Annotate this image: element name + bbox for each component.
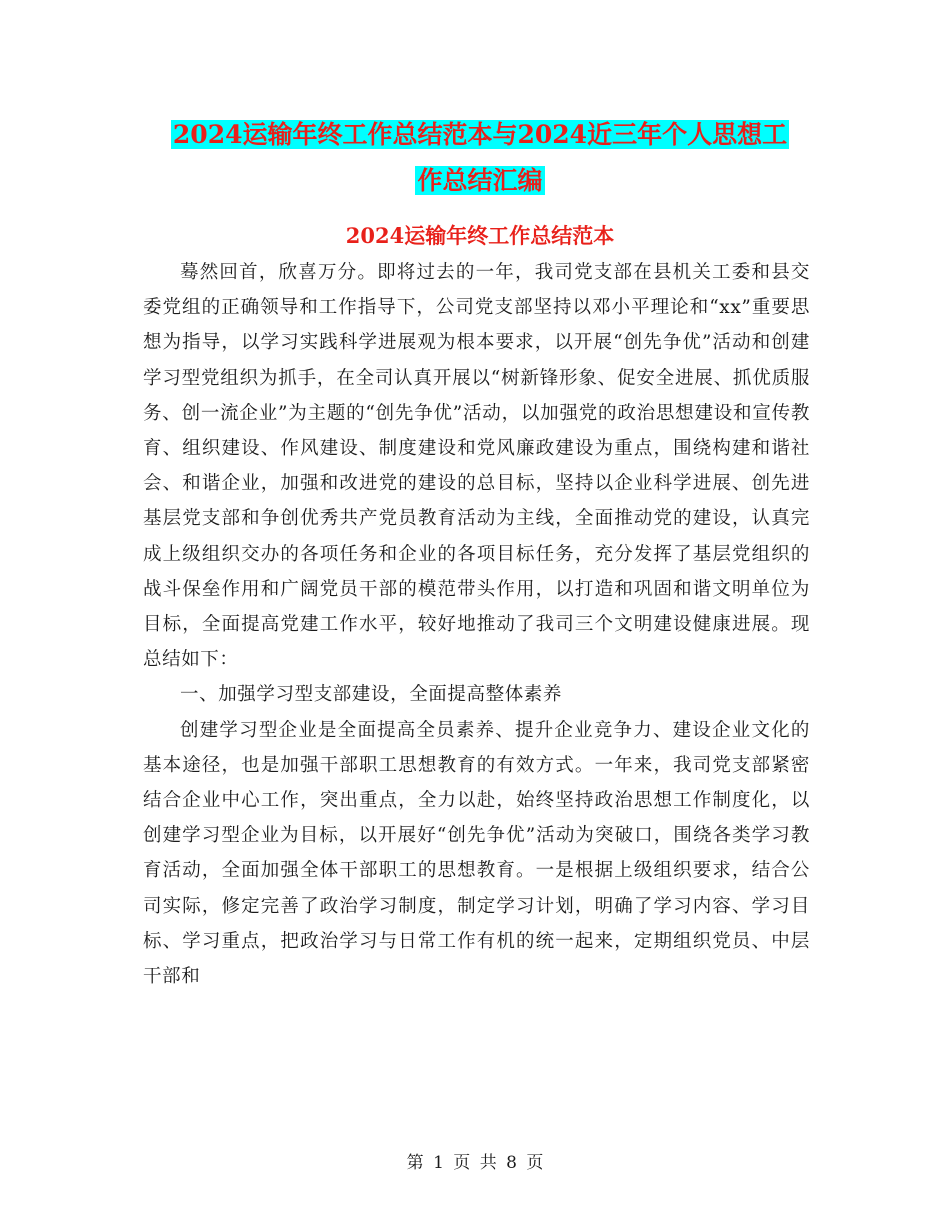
document-title — [140, 112, 820, 204]
section-title: 2024运输年终工作总结范本 — [345, 223, 615, 248]
document-body — [143, 255, 810, 994]
paragraph-heading-1: 一、加强学习型支部建设，全面提高整体素养 — [180, 684, 563, 706]
document-title-line-1: 2024运输年终工作总结范本与2024近三年个人思想工 — [172, 120, 788, 149]
paragraph-intro: 蓦然回首，欣喜万分。即将过去的一年，我司党支部在县机关工委和县交委党组的正确领导和工作指导下，公司党支部坚持以邓小平理论和“xx”重要思想为指导，以学习实践科学进展观为根本要求，以开展“创先争优”活动和创建学习型党组织为抓手，在全司认真开展以“树新锋形象、促安全进展、抓优质服务、创一流企业”为主题的“创先争优”活动，以加强党的政治思想建设和宣传教育、组织建设、作风建设、制度建设和党风廉政建设为重点，围绕构建和谐社会、和谐企业，加强和改进党的建设的总目标，坚持以企业科学进展、创先进基层党支部和争创优秀共产党员教育活动为主线，全面推动党的建设，认真完成上级组织交办的各项任务和企业的各项目标任务，充分发挥了基层党组织的战斗保垒作用和广阔党员干部的模范带头作用，以打造和巩固和谐文明单位为目标，全面提高党建工作水平，较好地推动了我司三个文明建设健康进展。现总结如下： — [143, 262, 810, 671]
page-footer: 第 1 页 共 8 页 — [406, 1153, 544, 1173]
document-title-line-2: 作总结汇编 — [417, 166, 543, 195]
paragraph-study: 创建学习型企业是全面提高全员素养、提升企业竞争力、建设企业文化的基本途径，也是加强干部职工思想教育的有效方式。一年来，我司党支部紧密结合企业中心工作，突出重点，全力以赴，始终坚持政治思想工作制度化，以创建学习型企业为目标，以开展好“创先争优”活动为突破口，围绕各类学习教育活动，全面加强全体干部职工的思想教育。一是根据上级组织要求，结合公司实际，修定完善了政治学习制度，制定学习计划，明确了学习内容、学习目标、学习重点，把政治学习与日常工作有机的统一起来，定期组织党员、中层干部和 — [143, 719, 810, 988]
